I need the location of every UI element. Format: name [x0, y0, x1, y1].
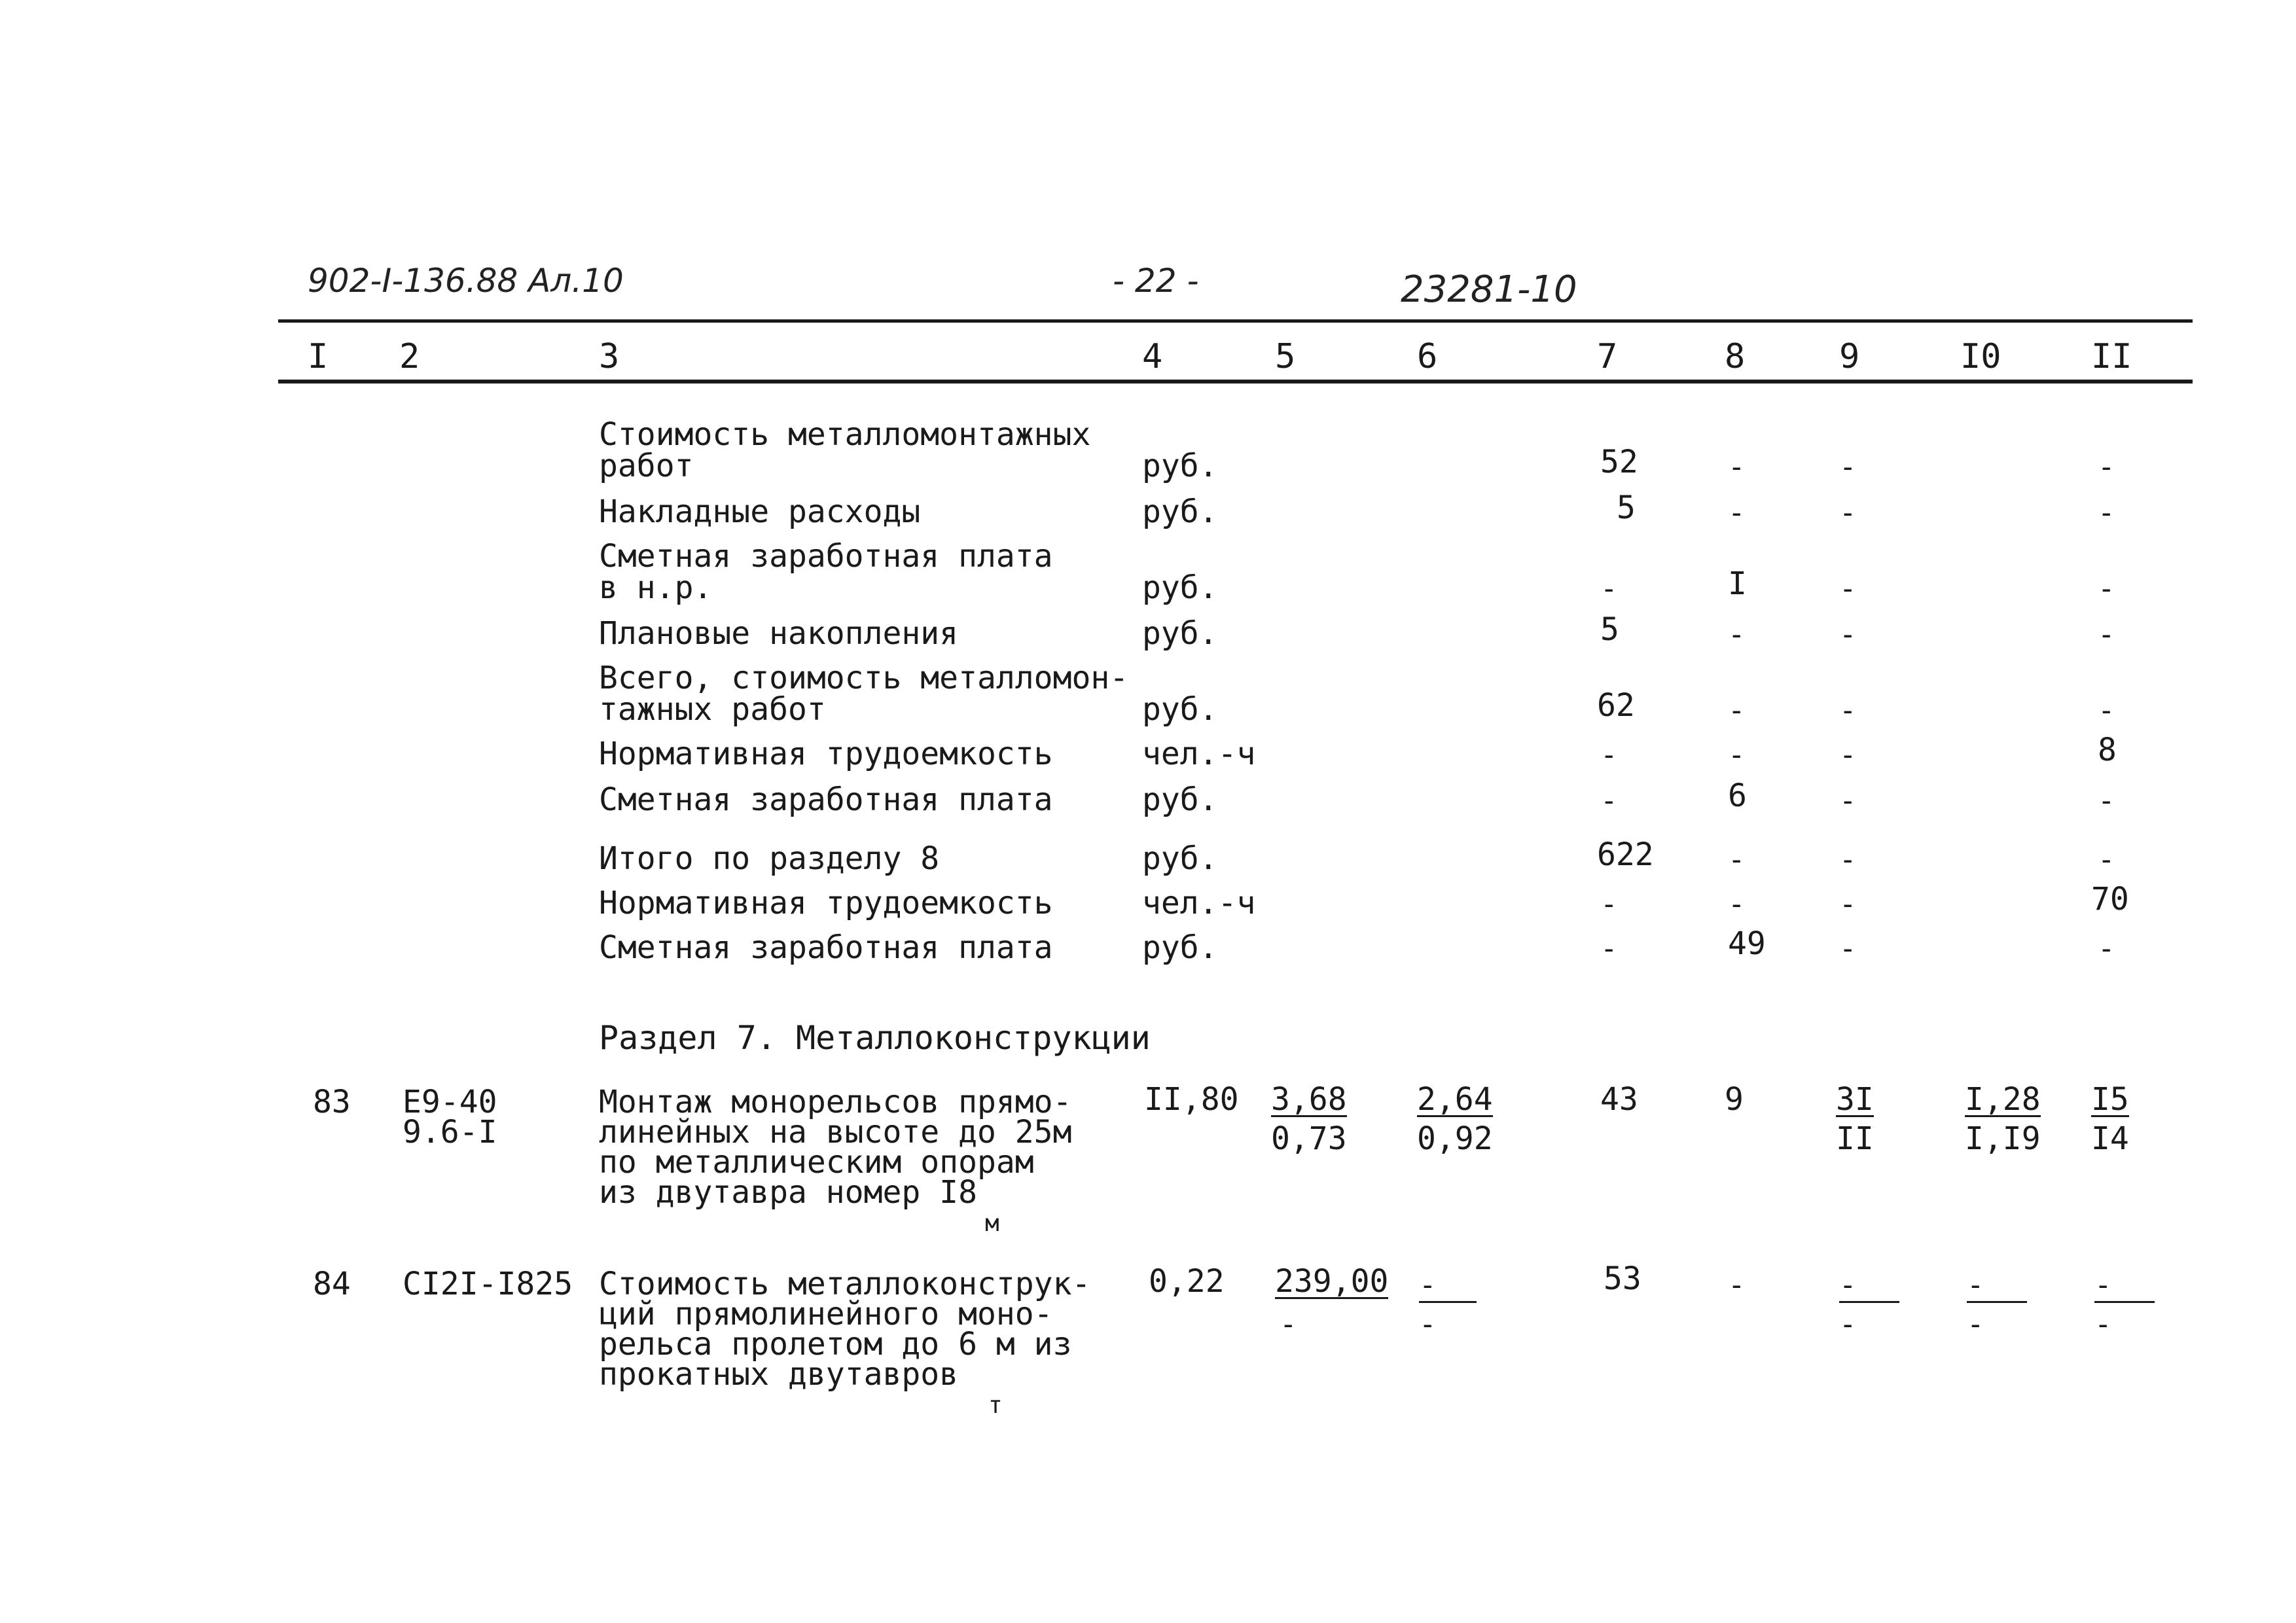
row-col8: -	[1728, 694, 1746, 727]
col-header-10: I0	[1960, 337, 2001, 376]
row-unit: руб.	[1142, 840, 1218, 877]
row-col8: -	[1728, 450, 1746, 484]
row-col7: 62	[1597, 687, 1635, 724]
row-col8: -	[1728, 496, 1746, 529]
row-desc: Нормативная трудоемкость	[599, 736, 1053, 772]
row-col9: -	[1839, 572, 1857, 605]
item-col10-bottom: -	[1967, 1308, 1984, 1341]
row-col8: -	[1728, 843, 1746, 876]
row-unit: руб.	[1142, 493, 1218, 530]
row-col7: -	[1600, 784, 1618, 817]
item-col10-bottom: I,I9	[1965, 1120, 2041, 1157]
row-col8: 49	[1728, 925, 1766, 962]
item-code: Е9-40	[403, 1084, 497, 1120]
row-col7: 52	[1600, 444, 1638, 480]
row-col7: -	[1600, 572, 1618, 605]
col-header-2: 2	[399, 337, 420, 376]
item-col9-top: 3I	[1836, 1081, 1874, 1118]
item-desc-line: из двутавра номер I8	[599, 1174, 977, 1211]
item-code: 9.6-I	[403, 1114, 497, 1150]
item-desc-line: рельса пролетом до 6 м из	[599, 1326, 1072, 1363]
row-col11: -	[2098, 496, 2115, 529]
row-col9: -	[1839, 932, 1857, 965]
item-desc-line: линейных на высоте до 25м	[599, 1114, 1072, 1150]
row-col8: -	[1728, 887, 1746, 921]
col-header-4: 4	[1142, 337, 1163, 376]
item-number: 84	[313, 1266, 351, 1302]
row-col9: -	[1839, 738, 1857, 772]
inventory-number: 23281-10	[1401, 268, 1577, 311]
item-col6-bottom: 0,92	[1417, 1120, 1493, 1157]
item-measure-unit: т	[988, 1392, 1003, 1419]
row-col11: -	[2098, 694, 2115, 727]
row-col11: -	[2098, 572, 2115, 605]
item-measure-unit: м	[985, 1210, 999, 1237]
row-desc: работ	[599, 448, 694, 484]
section-title: Раздел 7. Металлоконструкции	[599, 1019, 1151, 1057]
item-desc-line: Стоимость металлоконструк-	[599, 1266, 1091, 1302]
item-code: СI2I-I825	[403, 1266, 573, 1302]
row-unit: руб.	[1142, 691, 1218, 728]
col-header-9: 9	[1839, 337, 1860, 376]
item-col11-bottom: -	[2094, 1308, 2112, 1341]
item-col9-bottom: II	[1836, 1120, 1874, 1157]
header-bottom-rule	[278, 380, 2193, 383]
col-header-7: 7	[1597, 337, 1618, 376]
row-desc: Сметная заработная плата	[599, 929, 1053, 966]
col-header-11: II	[2091, 337, 2132, 376]
row-col11: 8	[2098, 732, 2117, 768]
row-desc: Сметная заработная плата	[599, 781, 1053, 818]
item-col11-top: I5	[2091, 1081, 2129, 1118]
row-col11: -	[2098, 784, 2115, 817]
item-col10-top: I,28	[1965, 1081, 2041, 1118]
item-col6-top: -	[1419, 1270, 1477, 1303]
row-col9: -	[1839, 618, 1857, 651]
col-header-6: 6	[1417, 337, 1438, 376]
col-header-1: I	[308, 337, 329, 376]
top-rule	[278, 319, 2193, 323]
item-col5-bottom: 0,73	[1271, 1120, 1347, 1157]
item-col7: 43	[1600, 1081, 1638, 1118]
row-desc: в н.р.	[599, 569, 713, 606]
col-header-8: 8	[1725, 337, 1746, 376]
row-col11: -	[2098, 450, 2115, 484]
item-col9-bottom: -	[1839, 1308, 1857, 1341]
row-col8: 6	[1728, 777, 1747, 814]
item-col11-bottom: I4	[2091, 1120, 2129, 1157]
item-col6-top: 2,64	[1417, 1081, 1493, 1118]
row-col9: -	[1839, 694, 1857, 727]
row-col7: 622	[1597, 836, 1654, 873]
row-desc: Всего, стоимость металломон-	[599, 660, 1129, 696]
row-col9: -	[1839, 887, 1857, 921]
row-col11: 70	[2091, 881, 2129, 918]
item-col5-top: 3,68	[1271, 1081, 1347, 1118]
row-col11: -	[2098, 843, 2115, 876]
row-desc: Плановые накопления	[599, 615, 959, 652]
row-col7: -	[1600, 932, 1618, 965]
row-col11: -	[2098, 932, 2115, 965]
row-col11: -	[2098, 618, 2115, 651]
item-col10-top: -	[1967, 1270, 2027, 1303]
row-unit: руб.	[1142, 615, 1218, 652]
row-desc: Итого по разделу 8	[599, 840, 940, 877]
row-unit: чел.-ч	[1142, 885, 1256, 921]
row-col7: -	[1600, 738, 1618, 772]
item-desc-line: по металлическим опорам	[599, 1144, 1034, 1181]
row-unit: чел.-ч	[1142, 736, 1256, 772]
item-col8: 9	[1725, 1081, 1744, 1118]
row-col7: -	[1600, 887, 1618, 921]
row-col9: -	[1839, 843, 1857, 876]
item-number: 83	[313, 1084, 351, 1120]
row-desc: Сметная заработная плата	[599, 538, 1053, 575]
row-col9: -	[1839, 450, 1857, 484]
col-header-3: 3	[599, 337, 620, 376]
document-code: 902-I-136.88 Ал.10	[308, 262, 624, 300]
row-col8: -	[1728, 738, 1746, 772]
item-desc-line: ций прямолинейного моно-	[599, 1296, 1053, 1332]
item-desc-line: прокатных двутавров	[599, 1356, 959, 1393]
row-col8: -	[1728, 618, 1746, 651]
row-col9: -	[1839, 784, 1857, 817]
row-col9: -	[1839, 496, 1857, 529]
row-desc: Стоимость металломонтажных	[599, 416, 1091, 453]
row-col8: I	[1728, 565, 1747, 602]
row-unit: руб.	[1142, 781, 1218, 818]
item-desc-line: Монтаж монорельсов прямо-	[599, 1084, 1072, 1120]
item-col5-bottom: -	[1280, 1308, 1297, 1341]
item-col4: II,80	[1144, 1081, 1239, 1118]
row-desc: Накладные расходы	[599, 493, 921, 530]
row-col7: 5	[1600, 611, 1619, 648]
item-col8: -	[1728, 1268, 1746, 1302]
item-col11-top: -	[2094, 1270, 2155, 1303]
row-col7: 5	[1617, 490, 1636, 526]
item-col7: 53	[1604, 1260, 1641, 1297]
item-col5-top: 239,00	[1275, 1263, 1389, 1300]
row-unit: руб.	[1142, 569, 1218, 606]
row-desc: Нормативная трудоемкость	[599, 885, 1053, 921]
item-col4: 0,22	[1149, 1263, 1225, 1300]
col-header-5: 5	[1275, 337, 1296, 376]
row-desc: тажных работ	[599, 691, 826, 728]
row-unit: руб.	[1142, 929, 1218, 966]
row-unit: руб.	[1142, 448, 1218, 484]
page-number: - 22 -	[1113, 262, 1199, 300]
item-col9-top: -	[1839, 1270, 1899, 1303]
item-col6-bottom: -	[1419, 1308, 1437, 1341]
